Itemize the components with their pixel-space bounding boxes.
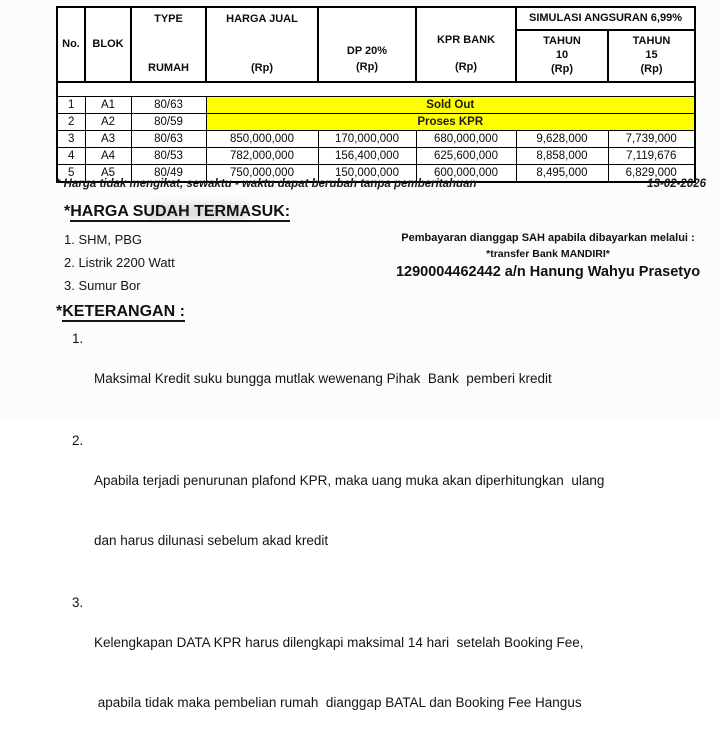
cell-harga-jual: 750,000,000 <box>206 165 318 182</box>
cell-type: 80/53 <box>131 148 206 165</box>
header-type-rumah <box>131 7 206 82</box>
includes-item: 2. Listrik 2200 Watt <box>64 255 175 270</box>
cell-tahun-15: 7,739,000 <box>608 131 695 148</box>
header-tahun10-years: 10 <box>555 49 569 62</box>
cell-harga-jual: 850,000,000 <box>206 131 318 148</box>
price-table <box>56 6 696 183</box>
item-line: Apabila terjadi penurunan plafond KPR, maka uang muka akan diperhitungkan ulang <box>94 473 605 488</box>
header-type-line1: TYPE <box>154 13 183 25</box>
header-harga-label: HARGA JUAL <box>226 13 298 25</box>
includes-title-asterisk: * <box>64 203 71 220</box>
cell-tahun-10: 8,858,000 <box>516 148 608 165</box>
header-type-line2: RUMAH <box>148 62 189 74</box>
cell-harga-jual: 782,000,000 <box>206 148 318 165</box>
table-row <box>57 114 695 131</box>
cell-type: 80/59 <box>131 114 206 131</box>
cell-dp: 170,000,000 <box>318 131 416 148</box>
table-row <box>57 131 695 148</box>
price-footnote <box>56 178 706 190</box>
status-cell-proses-kpr: Proses KPR <box>206 114 695 131</box>
cell-type: 80/63 <box>131 97 206 114</box>
includes-items <box>64 228 290 297</box>
header-simulasi-angsuran: SIMULASI ANGSURAN 6,99% <box>516 7 695 30</box>
cell-tahun-10: 8,495,000 <box>516 165 608 182</box>
header-kpr-label: KPR BANK <box>436 33 496 46</box>
header-tahun10-word: TAHUN <box>543 35 581 48</box>
table-row <box>57 97 695 114</box>
cell-no: 5 <box>57 165 85 182</box>
cell-kpr: 600,000,000 <box>416 165 516 182</box>
keterangan-title-text: KETERANGAN : <box>62 303 185 320</box>
cell-blok: A4 <box>85 148 131 165</box>
header-dp-rp: (Rp) <box>356 60 378 73</box>
cell-blok: A5 <box>85 165 131 182</box>
header-dp <box>318 7 416 82</box>
header-tahun10-rp: (Rp) <box>551 63 573 76</box>
payment-account: 1290004462442 a/n Hanung Wahyu Prasetyo <box>395 264 701 280</box>
item-line: apabila tidak maka pembelian rumah dianggap BATAL dan Booking Fee Hangus <box>94 695 582 710</box>
cell-no: 4 <box>57 148 85 165</box>
footnote-date: 13-02-2026 <box>647 178 706 190</box>
keterangan-item <box>56 329 706 429</box>
header-dp-label: DP 20% <box>346 44 388 57</box>
separator-row <box>57 82 695 97</box>
header-tahun15-rp: (Rp) <box>640 63 663 76</box>
payment-info <box>378 232 718 280</box>
header-kpr-bank <box>416 7 516 82</box>
cell-no: 2 <box>57 114 85 131</box>
header-tahun-10 <box>516 30 608 82</box>
header-blok: BLOK <box>85 7 131 82</box>
header-row <box>57 7 695 30</box>
item-number: 1. <box>72 331 84 346</box>
cell-no: 1 <box>57 97 85 114</box>
cell-blok: A3 <box>85 131 131 148</box>
cell-kpr: 625,600,000 <box>416 148 516 165</box>
keterangan-item <box>56 593 706 753</box>
cell-tahun-15: 7,119,676 <box>608 148 695 165</box>
includes-item: 1. SHM, PBG <box>64 232 143 247</box>
cell-type: 80/49 <box>131 165 206 182</box>
keterangan-item <box>56 431 706 591</box>
table-row <box>57 148 695 165</box>
item-number: 2. <box>72 433 84 448</box>
item-line: dan harus dilunasi sebelum akad kredit <box>94 533 329 548</box>
cell-dp: 156,400,000 <box>318 148 416 165</box>
footnote-text: * Harga tidak mengikat, sewaktu - waktu dapat berubah tanpa pemberitahuan <box>56 178 477 190</box>
header-tahun-15 <box>608 30 695 82</box>
payment-bank: *transfer Bank MANDIRI* <box>486 248 610 260</box>
header-harga-jual <box>206 7 318 82</box>
payment-valid-note: Pembayaran dianggap SAH apabila dibayarkan melalui : <box>401 232 695 244</box>
header-no: No. <box>57 7 85 82</box>
header-tahun15-years: 15 <box>645 49 658 62</box>
cell-no: 3 <box>57 131 85 148</box>
cell-type: 80/63 <box>131 131 206 148</box>
cell-blok: A1 <box>85 97 131 114</box>
item-number: 3. <box>72 595 84 610</box>
cell-kpr: 680,000,000 <box>416 131 516 148</box>
item-line: Kelengkapan DATA KPR harus dilengkapi maksimal 14 hari setelah Booking Fee, <box>94 635 584 650</box>
cell-dp: 150,000,000 <box>318 165 416 182</box>
includes-item: 3. Sumur Bor <box>64 278 141 293</box>
header-harga-rp: (Rp) <box>251 62 273 74</box>
cell-tahun-10: 9,628,000 <box>516 131 608 148</box>
status-cell-sold-out: Sold Out <box>206 97 695 114</box>
item-line: Maksimal Kredit suku bungga mutlak wewenang Pihak Bank pemberi kredit <box>94 371 552 386</box>
includes-section <box>64 203 290 297</box>
header-tahun15-word: TAHUN <box>632 35 671 48</box>
cell-blok: A2 <box>85 114 131 131</box>
keterangan-title <box>56 303 706 321</box>
keterangan-title-asterisk: * <box>56 303 63 320</box>
header-kpr-rp: (Rp) <box>455 60 477 73</box>
includes-title-text: HARGA SUDAH TERMASUK: <box>70 203 291 220</box>
keterangan-section <box>56 303 706 755</box>
keterangan-items <box>56 329 706 753</box>
includes-title <box>64 203 290 221</box>
cell-tahun-15: 6,829,000 <box>608 165 695 182</box>
